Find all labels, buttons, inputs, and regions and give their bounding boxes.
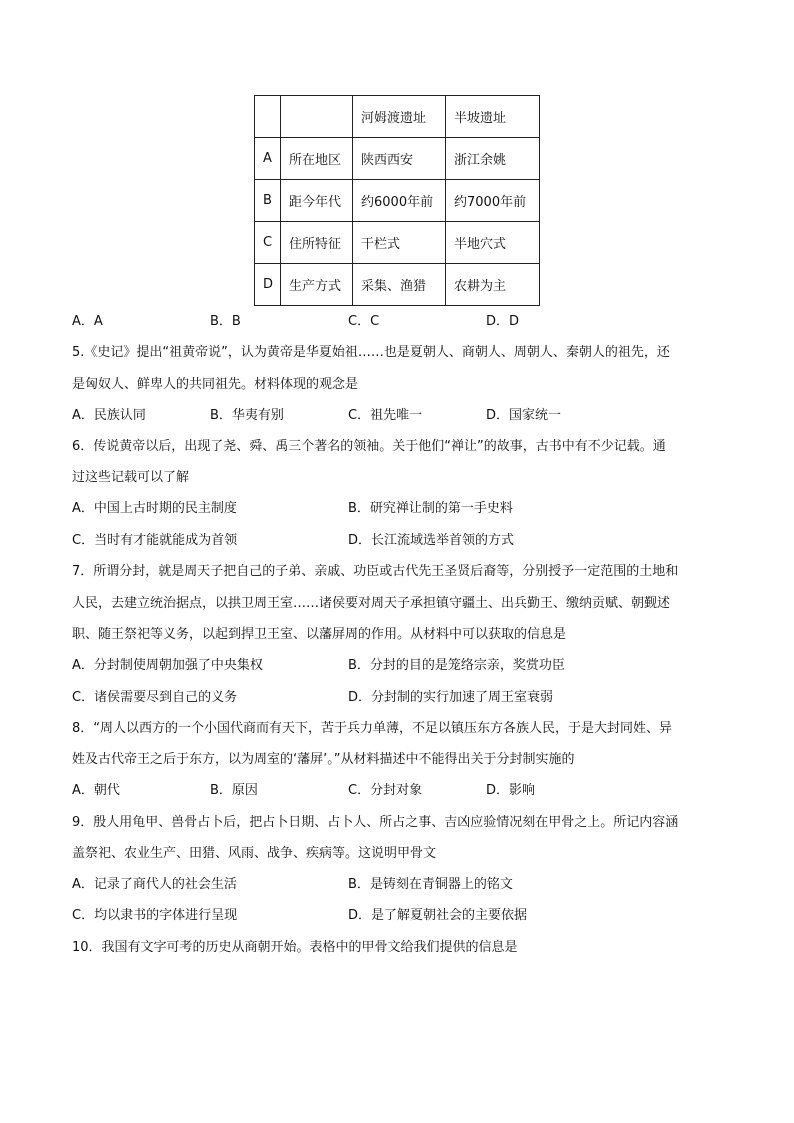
question-8-stem-line: 8．“周人以西方的一个小国代商而有天下，苦于兵力单薄，不足以镇压东方各族人民，于是大封同姓、异 [72, 721, 673, 736]
question-7-stem-line: 7．所谓分封，就是周天子把自己的子弟、亲戚、功臣或古代先王圣贤后裔等，分别授予一定范围的土地和 [72, 564, 679, 579]
table-header-banpo: 半坡遗址 [446, 96, 540, 138]
question-6-stem-line: 6．传说黄帝以后，出现了尧、舜、禹三个著名的领袖。关于他们“禅让”的故事，古书中有不少记载。通 [72, 439, 666, 454]
option-a: A．中国上古时期的民主制度 [72, 501, 237, 516]
question-8-stem-line: 姓及古代帝王之后于东方，以为周室的‘藩屏’。”从材料描述中不能得出关于分封制实施的 [72, 752, 575, 767]
table-cell: 陕西西安 [353, 138, 446, 180]
option-b: B．华夷有别 [210, 408, 284, 423]
option-d: D．长江流域选举首领的方式 [348, 533, 515, 548]
table-cell: 干栏式 [353, 222, 446, 264]
table-cell: 距今年代 [281, 180, 353, 222]
question-10-stem-line: 10．我国有文字可考的历史从商朝开始。表格中的甲骨文给我们提供的信息是 [72, 940, 518, 955]
site-comparison-table [254, 95, 540, 306]
table-header-row [255, 96, 540, 138]
table-cell: 农耕为主 [446, 264, 540, 306]
table-cell [281, 96, 353, 138]
option-c: C．均以隶书的字体进行呈现 [72, 908, 238, 923]
option-a: A．分封制使周朝加强了中央集权 [72, 658, 263, 673]
table-cell: C [255, 222, 281, 264]
table-cell: 住所特征 [281, 222, 353, 264]
table-cell: 采集、渔猎 [353, 264, 446, 306]
question-5-stem-line: 是匈奴人、鲜卑人的共同祖先。材料体现的观念是 [72, 377, 359, 392]
option-a: A．民族认同 [72, 408, 146, 423]
question-7-stem-line: 职、随王祭祀等义务，以起到捍卫王室、以藩屏周的作用。从材料中可以获取的信息是 [72, 627, 567, 642]
table-cell: A [255, 138, 281, 180]
option-a: A．朝代 [72, 783, 120, 798]
option-d: D．分封制的实行加速了周王室衰弱 [348, 690, 554, 705]
option-c: C．当时有才能就能成为首领 [72, 533, 238, 548]
question-9-stem-line: 盖祭祀、农业生产、田猎、风雨、战争、疾病等。这说明甲骨文 [72, 846, 437, 861]
question-5-stem-line: 5.《史记》提出“祖黄帝说”，认为黄帝是华夏始祖……也是夏朝人、商朝人、周朝人、秦朝人的祖先，还 [72, 345, 670, 360]
table-cell: 生产方式 [281, 264, 353, 306]
table-cell: 约6000年前 [353, 180, 446, 222]
table-row [255, 222, 540, 264]
option-d: D．国家统一 [486, 408, 562, 423]
table-cell: 所在地区 [281, 138, 353, 180]
option-c: C．分封对象 [348, 783, 423, 798]
option-b: B．研究禅让制的第一手史料 [348, 501, 513, 516]
table-row [255, 264, 540, 306]
option-c: C．诸侯需要尽到自己的义务 [72, 690, 238, 705]
option-a: A．记录了商代人的社会生活 [72, 877, 237, 892]
table-cell: B [255, 180, 281, 222]
option-b: B．B [210, 314, 241, 329]
question-9-stem-line: 9．殷人用龟甲、兽骨占卜后，把占卜日期、占卜人、所占之事、吉凶应验情况刻在甲骨之上。所记内容涵 [72, 815, 679, 830]
table-cell: 约7000年前 [446, 180, 540, 222]
question-6-stem-line: 过这些记载可以了解 [72, 470, 190, 485]
table-row [255, 180, 540, 222]
option-b: B．原因 [210, 783, 258, 798]
option-d: D．D [486, 314, 520, 329]
option-c: C．C [348, 314, 380, 329]
table-cell: 半地穴式 [446, 222, 540, 264]
option-a: A．A [72, 314, 103, 329]
table-cell [255, 96, 281, 138]
table-cell: 浙江余姚 [446, 138, 540, 180]
table-row [255, 138, 540, 180]
option-b: B．是铸刻在青铜器上的铭文 [348, 877, 513, 892]
option-d: D．影响 [486, 783, 536, 798]
table-cell: D [255, 264, 281, 306]
option-b: B．分封的目的是笼络宗亲，奖赏功臣 [348, 658, 565, 673]
option-c: C．祖先唯一 [348, 408, 423, 423]
table-header-hemudu: 河姆渡遗址 [353, 96, 446, 138]
question-7-stem-line: 人民，去建立统治据点，以拱卫周王室……诸侯要对周天子承担镇守疆土、出兵勤王、缴纳贡赋、朝觐述 [72, 596, 671, 611]
option-d: D．是了解夏朝社会的主要依据 [348, 908, 528, 923]
